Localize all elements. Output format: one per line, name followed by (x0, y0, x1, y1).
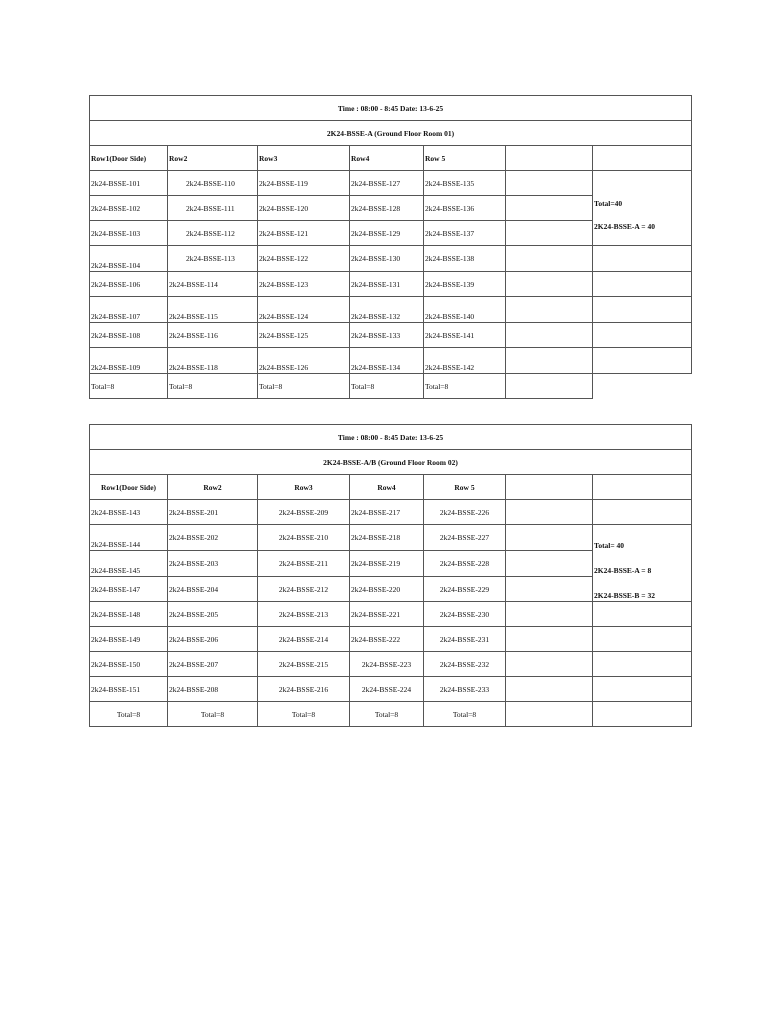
column-total: Total=8 (258, 702, 350, 727)
seat-cell: 2k24-BSSE-123 (258, 272, 350, 297)
table-row (90, 171, 692, 196)
column-total: Total=8 (350, 702, 424, 727)
column-header: Row3 (258, 146, 350, 171)
seat-cell: 2k24-BSSE-129 (350, 221, 424, 246)
seat-cell: 2k24-BSSE-213 (258, 602, 350, 627)
empty-cell (506, 525, 593, 551)
seat-cell: 2k24-BSSE-230 (424, 602, 506, 627)
seating-table-room-01 (89, 95, 692, 399)
column-header: Row1(Door Side) (90, 146, 168, 171)
seat-cell: 2k24-BSSE-215 (258, 652, 350, 677)
seat-cell: 2k24-BSSE-151 (90, 677, 168, 702)
seat-cell: 2k24-BSSE-219 (350, 551, 424, 577)
summary-group: 2K24-BSSE-A = 40 (594, 222, 655, 231)
seat-cell: 2k24-BSSE-107 (90, 297, 168, 323)
seat-cell: 2k24-BSSE-115 (168, 297, 258, 323)
seat-cell: 2k24-BSSE-207 (168, 652, 258, 677)
summary-group-a: 2K24-BSSE-A = 8 (594, 566, 652, 575)
seat-cell: 2k24-BSSE-137 (424, 221, 506, 246)
column-total: Total=8 (424, 702, 506, 727)
empty-cell (593, 146, 692, 171)
empty-cell (506, 323, 593, 348)
seat-cell: 2k24-BSSE-144 (90, 525, 168, 551)
seat-cell: 2k24-BSSE-211 (258, 551, 350, 577)
seat-cell: 2k24-BSSE-216 (258, 677, 350, 702)
column-header: Row4 (350, 146, 424, 171)
table-row (90, 627, 692, 652)
column-total: Total=8 (90, 374, 168, 399)
seat-cell: 2k24-BSSE-101 (90, 171, 168, 196)
seat-cell: 2k24-BSSE-128 (350, 196, 424, 221)
column-header: Row 5 (424, 475, 506, 500)
seat-cell: 2k24-BSSE-204 (168, 577, 258, 602)
seat-cell: 2k24-BSSE-112 (168, 221, 258, 246)
column-header: Row2 (168, 475, 258, 500)
column-header: Row4 (350, 475, 424, 500)
seat-cell: 2k24-BSSE-226 (424, 500, 506, 525)
column-total: Total=8 (424, 374, 506, 399)
seat-cell: 2k24-BSSE-103 (90, 221, 168, 246)
empty-cell (593, 652, 692, 677)
empty-cell (506, 551, 593, 577)
seat-cell: 2k24-BSSE-222 (350, 627, 424, 652)
table-row (90, 246, 692, 272)
empty-cell (506, 475, 593, 500)
column-total: Total=8 (168, 374, 258, 399)
seat-cell: 2k24-BSSE-113 (168, 246, 258, 272)
seat-cell: 2k24-BSSE-119 (258, 171, 350, 196)
table-row (90, 525, 692, 551)
column-total: Total=8 (350, 374, 424, 399)
seat-cell: 2k24-BSSE-217 (350, 500, 424, 525)
seat-cell: 2k24-BSSE-233 (424, 677, 506, 702)
seat-cell: 2k24-BSSE-139 (424, 272, 506, 297)
summary-group-b: 2K24-BSSE-B = 32 (594, 591, 655, 600)
column-total: Total=8 (168, 702, 258, 727)
seat-cell: 2k24-BSSE-208 (168, 677, 258, 702)
seat-cell: 2k24-BSSE-202 (168, 525, 258, 551)
seat-cell: 2k24-BSSE-221 (350, 602, 424, 627)
seat-cell: 2k24-BSSE-121 (258, 221, 350, 246)
empty-cell (506, 677, 593, 702)
seat-cell: 2k24-BSSE-134 (350, 348, 424, 374)
empty-cell (506, 246, 593, 272)
seat-cell: 2k24-BSSE-220 (350, 577, 424, 602)
table-row (90, 297, 692, 323)
table-row (90, 677, 692, 702)
header-row (90, 146, 692, 171)
seat-cell: 2k24-BSSE-111 (168, 196, 258, 221)
seat-cell: 2k24-BSSE-224 (350, 677, 424, 702)
seat-cell: 2k24-BSSE-114 (168, 272, 258, 297)
seat-cell: 2k24-BSSE-125 (258, 323, 350, 348)
summary-total: Total=40 (594, 199, 623, 208)
seat-cell: 2k24-BSSE-223 (350, 652, 424, 677)
seating-table-room-02 (89, 424, 692, 727)
seat-cell: 2k24-BSSE-130 (350, 246, 424, 272)
seat-cell: 2k24-BSSE-212 (258, 577, 350, 602)
empty-cell (506, 297, 593, 323)
table-row (90, 272, 692, 297)
seat-cell: 2k24-BSSE-201 (168, 500, 258, 525)
empty-cell (506, 702, 593, 727)
room-title: 2K24-BSSE-A/B (Ground Floor Room 02) (90, 450, 692, 475)
seat-cell: 2k24-BSSE-143 (90, 500, 168, 525)
seat-cell: 2k24-BSSE-141 (424, 323, 506, 348)
summary-total: Total= 40 (594, 541, 625, 550)
seat-cell: 2k24-BSSE-116 (168, 323, 258, 348)
table-row (90, 500, 692, 525)
seat-cell: 2k24-BSSE-214 (258, 627, 350, 652)
header-row (90, 475, 692, 500)
column-total: Total=8 (90, 702, 168, 727)
seat-cell: 2k24-BSSE-145 (90, 551, 168, 577)
seat-cell: 2k24-BSSE-228 (424, 551, 506, 577)
room-title: 2K24-BSSE-A (Ground Floor Room 01) (90, 121, 692, 146)
column-header: Row1(Door Side) (90, 475, 168, 500)
seat-cell: 2k24-BSSE-126 (258, 348, 350, 374)
seat-cell: 2k24-BSSE-124 (258, 297, 350, 323)
empty-cell (506, 221, 593, 246)
seat-cell: 2k24-BSSE-148 (90, 602, 168, 627)
table-row (90, 323, 692, 348)
empty-cell (506, 602, 593, 627)
empty-cell (593, 348, 692, 374)
seat-cell: 2k24-BSSE-102 (90, 196, 168, 221)
seat-cell: 2k24-BSSE-147 (90, 577, 168, 602)
blank-area (593, 374, 692, 399)
empty-cell (506, 171, 593, 196)
seat-cell: 2k24-BSSE-142 (424, 348, 506, 374)
empty-cell (593, 702, 692, 727)
exam-time-date: Time : 08:00 - 8:45 Date: 13-6-25 (90, 96, 692, 121)
seat-cell: 2k24-BSSE-136 (424, 196, 506, 221)
seat-cell: 2k24-BSSE-138 (424, 246, 506, 272)
seat-cell: 2k24-BSSE-206 (168, 627, 258, 652)
seat-cell: 2k24-BSSE-106 (90, 272, 168, 297)
seat-cell: 2k24-BSSE-120 (258, 196, 350, 221)
seat-cell: 2k24-BSSE-110 (168, 171, 258, 196)
seat-cell: 2k24-BSSE-127 (350, 171, 424, 196)
totals-row (90, 374, 692, 399)
column-header: Row3 (258, 475, 350, 500)
empty-cell (593, 297, 692, 323)
seat-cell: 2k24-BSSE-109 (90, 348, 168, 374)
empty-cell (506, 577, 593, 602)
seat-cell: 2k24-BSSE-135 (424, 171, 506, 196)
seat-cell: 2k24-BSSE-218 (350, 525, 424, 551)
table-row (90, 602, 692, 627)
seat-cell: 2k24-BSSE-131 (350, 272, 424, 297)
empty-cell (593, 246, 692, 272)
column-header: Row 5 (424, 146, 506, 171)
empty-cell (506, 348, 593, 374)
seat-cell: 2k24-BSSE-132 (350, 297, 424, 323)
empty-cell (506, 272, 593, 297)
seat-cell: 2k24-BSSE-227 (424, 525, 506, 551)
seat-cell: 2k24-BSSE-210 (258, 525, 350, 551)
seat-cell: 2k24-BSSE-140 (424, 297, 506, 323)
seat-cell: 2k24-BSSE-118 (168, 348, 258, 374)
seat-cell: 2k24-BSSE-205 (168, 602, 258, 627)
exam-time-date: Time : 08:00 - 8:45 Date: 13-6-25 (90, 425, 692, 450)
seat-cell: 2k24-BSSE-133 (350, 323, 424, 348)
totals-row (90, 702, 692, 727)
seat-cell: 2k24-BSSE-209 (258, 500, 350, 525)
seat-cell: 2k24-BSSE-149 (90, 627, 168, 652)
empty-cell (506, 374, 593, 399)
empty-cell (506, 196, 593, 221)
seat-cell: 2k24-BSSE-104 (90, 246, 168, 272)
empty-cell (593, 602, 692, 627)
column-total: Total=8 (258, 374, 350, 399)
table-row (90, 652, 692, 677)
empty-cell (593, 475, 692, 500)
empty-cell (593, 677, 692, 702)
room-summary (593, 525, 692, 602)
seat-cell: 2k24-BSSE-108 (90, 323, 168, 348)
column-header: Row2 (168, 146, 258, 171)
room-summary (593, 171, 692, 246)
empty-cell (593, 272, 692, 297)
seat-cell: 2k24-BSSE-229 (424, 577, 506, 602)
empty-cell (506, 627, 593, 652)
empty-cell (593, 323, 692, 348)
table-row (90, 348, 692, 374)
seat-cell: 2k24-BSSE-232 (424, 652, 506, 677)
seat-cell: 2k24-BSSE-122 (258, 246, 350, 272)
empty-cell (506, 500, 593, 525)
seat-cell: 2k24-BSSE-150 (90, 652, 168, 677)
seat-cell: 2k24-BSSE-203 (168, 551, 258, 577)
empty-cell (506, 146, 593, 171)
empty-cell (593, 500, 692, 525)
empty-cell (506, 652, 593, 677)
empty-cell (593, 627, 692, 652)
seat-cell: 2k24-BSSE-231 (424, 627, 506, 652)
